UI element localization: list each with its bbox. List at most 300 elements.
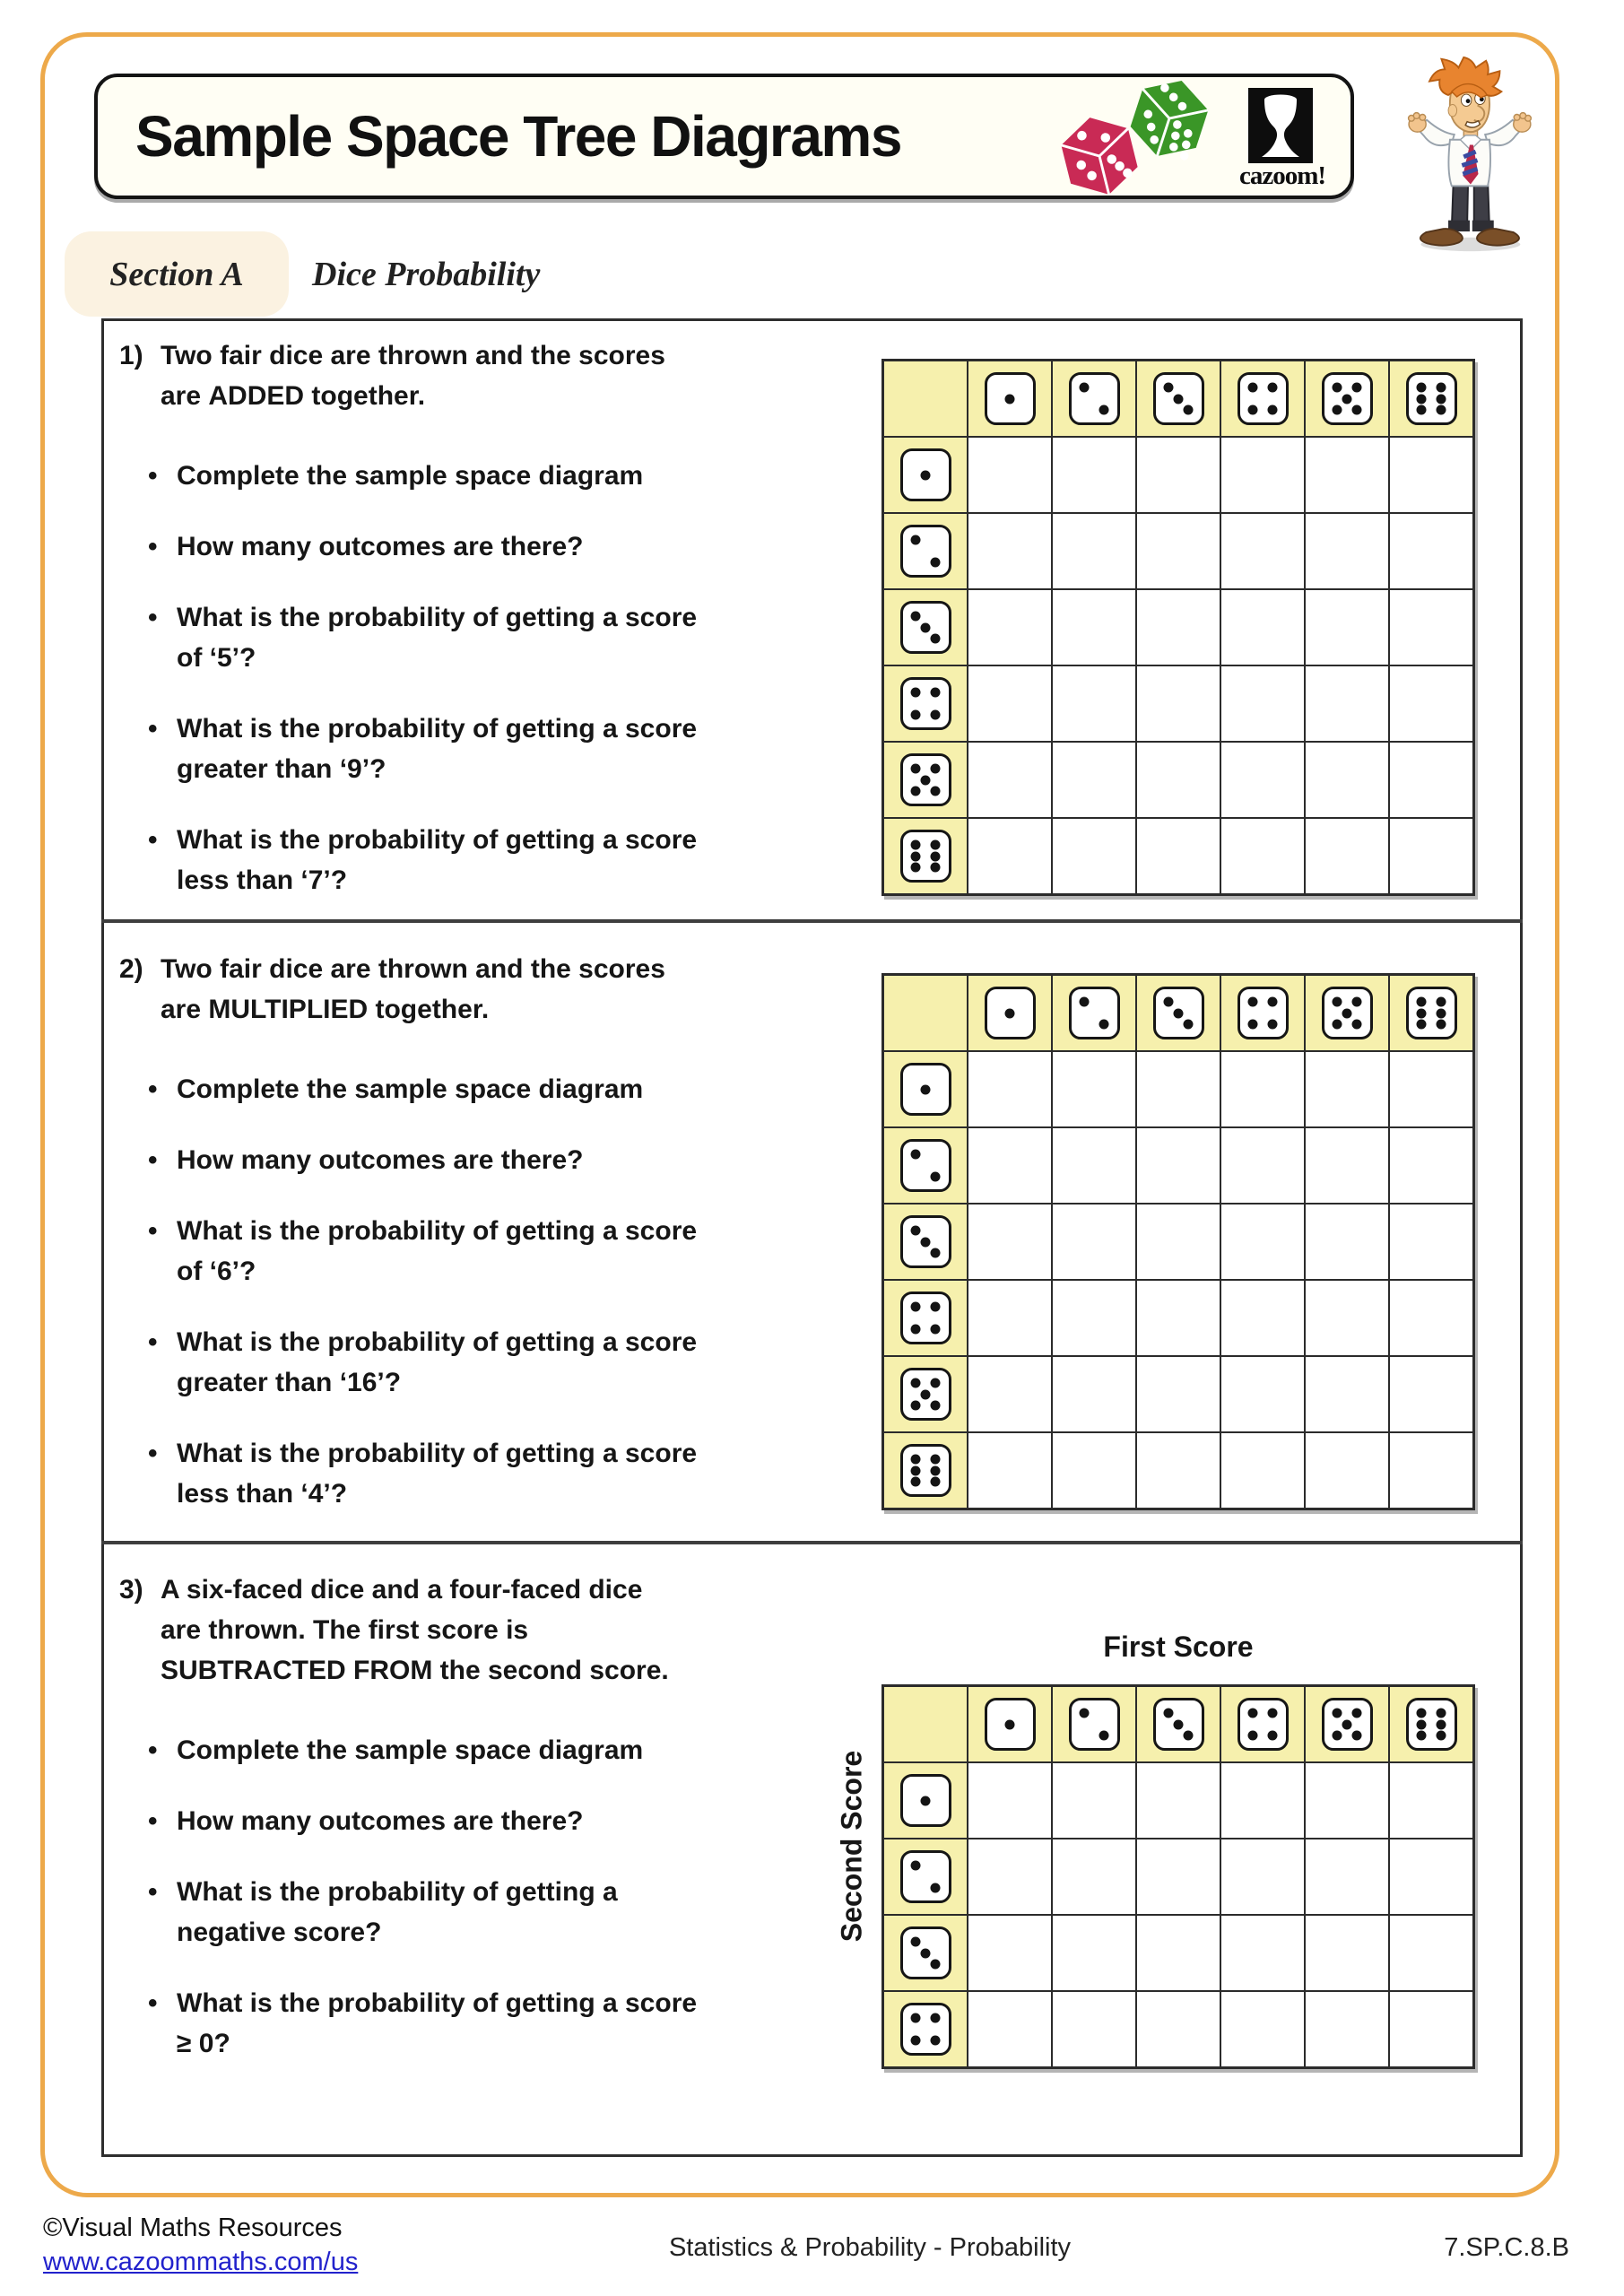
outcome-cell xyxy=(968,1839,1052,1915)
die-pip xyxy=(1174,394,1184,404)
section-label-tab xyxy=(65,231,289,317)
first-score-label: First Score xyxy=(1103,1631,1254,1663)
die-pip xyxy=(921,1796,931,1805)
row-header-die-cell xyxy=(883,1204,968,1280)
column-header-die-cell xyxy=(1052,361,1136,437)
die-pip xyxy=(1163,1708,1173,1718)
row-header-die-cell xyxy=(883,818,968,894)
die-pip xyxy=(931,787,941,796)
die-face-1 xyxy=(985,987,1036,1039)
outcome-cell xyxy=(1220,1432,1305,1509)
outcome-cell xyxy=(1305,589,1389,665)
question-2 xyxy=(119,949,702,1514)
outcome-cell xyxy=(1136,818,1220,894)
column-header-die-cell xyxy=(968,361,1052,437)
outcome-cell xyxy=(1220,1915,1305,1991)
die-pip xyxy=(910,687,920,697)
die-face-1 xyxy=(985,1698,1036,1751)
outcome-cell xyxy=(1220,1762,1305,1839)
outcome-cell xyxy=(1220,1839,1305,1915)
corner-cell xyxy=(883,975,968,1051)
die-pip xyxy=(1099,405,1109,415)
die-face-2 xyxy=(900,1850,951,1903)
die-pip xyxy=(1268,382,1278,392)
die-pip xyxy=(1352,996,1362,1006)
outcome-cell xyxy=(1220,1991,1305,2067)
die-face-3 xyxy=(1153,372,1204,425)
die-pip xyxy=(910,1149,920,1159)
outcome-cell xyxy=(1305,1356,1389,1432)
outcome-cell xyxy=(1389,818,1473,894)
outcome-cell xyxy=(1136,1204,1220,1280)
die-pip xyxy=(931,1454,941,1464)
column-header-die-cell xyxy=(1052,975,1136,1051)
column-header-die-cell xyxy=(1305,975,1389,1051)
outcome-cell xyxy=(1389,1915,1473,1991)
die-pip xyxy=(1342,1719,1352,1729)
outcome-cell xyxy=(1052,513,1136,589)
die-face-4 xyxy=(900,1292,951,1344)
die-pip xyxy=(910,710,920,720)
outcome-cell xyxy=(1220,1204,1305,1280)
outcome-cell xyxy=(1136,437,1220,513)
bullet-item: • How many outcomes are there? xyxy=(119,526,702,567)
die-face-4 xyxy=(1238,372,1289,425)
outcome-cell xyxy=(1220,589,1305,665)
outcome-cell xyxy=(1052,1991,1136,2067)
cazoom-goblet-icon xyxy=(1248,88,1313,163)
outcome-cell xyxy=(1136,1991,1220,2067)
die-face-2 xyxy=(900,1139,951,1192)
outcome-cell xyxy=(1136,1915,1220,1991)
die-pip xyxy=(1332,405,1342,415)
outcome-cell xyxy=(968,1127,1052,1204)
outcome-cell xyxy=(968,1280,1052,1356)
die-pip xyxy=(1416,1731,1426,1741)
die-pip xyxy=(1005,1719,1015,1729)
die-face-3 xyxy=(1153,1698,1204,1751)
die-pip xyxy=(910,851,920,861)
outcome-cell xyxy=(968,665,1052,742)
outcome-cell xyxy=(1136,589,1220,665)
die-pip xyxy=(1247,382,1257,392)
outcome-cell xyxy=(968,1356,1052,1432)
die-pip xyxy=(1437,1731,1446,1741)
column-header-die-cell xyxy=(1220,1686,1305,1762)
die-pip xyxy=(931,1465,941,1475)
die-pip xyxy=(1416,996,1426,1006)
die-pip xyxy=(910,863,920,873)
row-header-die-cell xyxy=(883,742,968,818)
outcome-cell xyxy=(1389,1991,1473,2067)
cazoom-logo-text: cazoom! xyxy=(1238,161,1326,190)
die-pip xyxy=(1099,1020,1109,1030)
outcome-cell xyxy=(1052,818,1136,894)
die-pip xyxy=(910,1325,920,1335)
die-pip xyxy=(1268,1020,1278,1030)
column-header-die-cell xyxy=(1389,975,1473,1051)
outcome-cell xyxy=(968,818,1052,894)
die-pip xyxy=(910,1477,920,1487)
die-pip xyxy=(921,775,931,785)
outcome-cell xyxy=(1136,742,1220,818)
row-header-die-cell xyxy=(883,589,968,665)
die-pip xyxy=(1332,1020,1342,1030)
outcome-cell xyxy=(1389,1127,1473,1204)
die-face-5 xyxy=(1322,372,1373,425)
die-face-5 xyxy=(1322,1698,1373,1751)
die-pip xyxy=(931,710,941,720)
die-pip xyxy=(1332,996,1342,1006)
die-pip xyxy=(931,1301,941,1311)
outcome-cell xyxy=(1136,1762,1220,1839)
die-face-3 xyxy=(900,1926,951,1979)
outcome-cell xyxy=(1305,1762,1389,1839)
column-header-die-cell xyxy=(1136,1686,1220,1762)
outcome-cell xyxy=(1305,1915,1389,1991)
outcome-cell xyxy=(1052,589,1136,665)
outcome-cell xyxy=(968,1204,1052,1280)
die-pip xyxy=(1247,996,1257,1006)
outcome-cell xyxy=(1389,1204,1473,1280)
die-face-5 xyxy=(1322,987,1373,1039)
outcome-cell xyxy=(1220,742,1305,818)
outcome-cell xyxy=(1305,1204,1389,1280)
outcome-cell xyxy=(1220,513,1305,589)
die-pip xyxy=(1247,1731,1257,1741)
outcome-cell xyxy=(1220,665,1305,742)
die-pip xyxy=(1352,1708,1362,1718)
outcome-cell xyxy=(1305,1280,1389,1356)
question-3 xyxy=(119,1570,702,2064)
die-pip xyxy=(910,1860,920,1870)
die-face-1 xyxy=(900,1774,951,1827)
die-pip xyxy=(910,1225,920,1235)
die-pip xyxy=(1268,405,1278,415)
outcome-cell xyxy=(1305,1051,1389,1127)
column-header-die-cell xyxy=(1052,1686,1136,1762)
question-number: 3) xyxy=(119,1575,143,1605)
die-pip xyxy=(1247,1020,1257,1030)
outcome-cell xyxy=(1220,1280,1305,1356)
die-pip xyxy=(921,470,931,480)
outcome-cell xyxy=(968,1991,1052,2067)
question-number: 1) xyxy=(119,341,143,370)
die-pip xyxy=(931,558,941,568)
outcome-cell xyxy=(968,589,1052,665)
bullet-item: • What is the probability of getting a score of ‘5’? xyxy=(119,597,702,678)
column-header-die-cell xyxy=(1136,975,1220,1051)
die-pip xyxy=(910,1401,920,1411)
column-header-die-cell xyxy=(1389,361,1473,437)
outcome-cell xyxy=(1389,1280,1473,1356)
die-face-4 xyxy=(900,2003,951,2056)
die-face-6 xyxy=(900,830,951,883)
question-divider xyxy=(101,919,1523,923)
second-score-label: Second Score xyxy=(835,1750,868,1943)
die-pip xyxy=(921,1084,931,1094)
die-pip xyxy=(1352,1731,1362,1741)
die-pip xyxy=(1437,382,1446,392)
die-pip xyxy=(910,787,920,796)
die-pip xyxy=(921,1948,931,1958)
corner-cell xyxy=(883,1686,968,1762)
die-pip xyxy=(1079,1708,1089,1718)
outcome-cell xyxy=(1136,1356,1220,1432)
die-pip xyxy=(910,1378,920,1387)
die-pip xyxy=(1416,1719,1426,1729)
row-header-die-cell xyxy=(883,1127,968,1204)
die-pip xyxy=(910,763,920,773)
die-face-5 xyxy=(900,1368,951,1421)
bullet-item: • Complete the sample space diagram xyxy=(119,1730,702,1770)
bullet-item: • How many outcomes are there? xyxy=(119,1801,702,1841)
column-header-die-cell xyxy=(1220,361,1305,437)
row-header-die-cell xyxy=(883,1991,968,2067)
row-header-die-cell xyxy=(883,1051,968,1127)
outcome-cell xyxy=(1136,1839,1220,1915)
outcome-cell xyxy=(1305,1432,1389,1509)
die-pip xyxy=(1099,1731,1109,1741)
outcome-cell xyxy=(1136,665,1220,742)
die-face-1 xyxy=(900,448,951,501)
outcome-cell xyxy=(1305,665,1389,742)
column-header-die-cell xyxy=(1305,1686,1389,1762)
outcome-cell xyxy=(1389,513,1473,589)
die-pip xyxy=(910,611,920,621)
bullet-item: • What is the probability of getting a score greater than ‘16’? xyxy=(119,1322,702,1403)
die-pip xyxy=(1416,394,1426,404)
outcome-cell xyxy=(1136,1127,1220,1204)
die-pip xyxy=(1416,382,1426,392)
footer-topic: Statistics & Probability - Probability xyxy=(668,2233,1072,2262)
die-pip xyxy=(1332,1731,1342,1741)
die-pip xyxy=(1247,1708,1257,1718)
die-pip xyxy=(1342,1008,1352,1018)
bullet-item: • Complete the sample space diagram xyxy=(119,456,702,496)
die-pip xyxy=(1437,1020,1446,1030)
die-face-5 xyxy=(900,753,951,806)
row-header-die-cell xyxy=(883,1839,968,1915)
die-pip xyxy=(931,1960,941,1970)
die-pip xyxy=(1416,405,1426,415)
column-header-die-cell xyxy=(968,1686,1052,1762)
copyright-text: ©Visual Maths Resources xyxy=(43,2213,343,2242)
die-pip xyxy=(1342,394,1352,404)
die-pip xyxy=(1437,996,1446,1006)
sample-space-grid-2 xyxy=(881,973,1475,1510)
question-number: 2) xyxy=(119,954,143,984)
row-header-die-cell xyxy=(883,1762,968,1839)
question-intro: A six-faced dice and a four-faced dice are thrown. The first score is SUBTRACTED FROM the second score. xyxy=(161,1575,669,1685)
die-pip xyxy=(910,535,920,544)
section-title: Dice Probability xyxy=(312,255,541,293)
die-pip xyxy=(910,1936,920,1946)
row-header-die-cell xyxy=(883,513,968,589)
die-pip xyxy=(1174,1008,1184,1018)
sample-space-grid-3 xyxy=(881,1684,1475,2069)
question-1 xyxy=(119,335,702,900)
outcome-cell xyxy=(1220,1127,1305,1204)
column-header-die-cell xyxy=(968,975,1052,1051)
outcome-cell xyxy=(1389,1839,1473,1915)
die-pip xyxy=(1332,1708,1342,1718)
die-face-3 xyxy=(900,601,951,654)
die-pip xyxy=(1352,405,1362,415)
outcome-cell xyxy=(1136,1280,1220,1356)
die-pip xyxy=(931,839,941,849)
die-face-2 xyxy=(1069,372,1120,425)
die-face-4 xyxy=(1238,1698,1289,1751)
question-divider xyxy=(101,1541,1523,1544)
outcome-cell xyxy=(1220,437,1305,513)
sample-space-grid-1 xyxy=(881,359,1475,896)
die-pip xyxy=(910,2036,920,2046)
die-pip xyxy=(931,1378,941,1387)
die-pip xyxy=(1437,1008,1446,1018)
die-pip xyxy=(1416,1008,1426,1018)
die-pip xyxy=(1005,394,1015,404)
outcome-cell xyxy=(1305,818,1389,894)
die-face-2 xyxy=(900,525,951,578)
outcome-cell xyxy=(1052,1915,1136,1991)
die-pip xyxy=(931,763,941,773)
outcome-cell xyxy=(1052,1356,1136,1432)
die-pip xyxy=(910,839,920,849)
outcome-cell xyxy=(1136,513,1220,589)
outcome-cell xyxy=(1052,1280,1136,1356)
bullet-item: • What is the probability of getting a score of ‘6’? xyxy=(119,1211,702,1292)
die-face-6 xyxy=(900,1444,951,1497)
mascot-character xyxy=(1399,56,1539,253)
die-pip xyxy=(1184,1731,1194,1741)
die-pip xyxy=(1437,1708,1446,1718)
page-title: Sample Space Tree Diagrams xyxy=(135,104,901,169)
die-pip xyxy=(1079,996,1089,1006)
corner-cell xyxy=(883,361,968,437)
die-pip xyxy=(1268,996,1278,1006)
outcome-cell xyxy=(968,1051,1052,1127)
die-pip xyxy=(1079,382,1089,392)
column-header-die-cell xyxy=(1389,1686,1473,1762)
outcome-cell xyxy=(1389,742,1473,818)
die-pip xyxy=(931,1401,941,1411)
outcome-cell xyxy=(1052,1051,1136,1127)
die-pip xyxy=(921,1237,931,1247)
die-pip xyxy=(921,1389,931,1399)
die-pip xyxy=(910,2013,920,2022)
die-pip xyxy=(931,2036,941,2046)
die-pip xyxy=(1005,1008,1015,1018)
outcome-cell xyxy=(1389,665,1473,742)
die-pip xyxy=(1184,405,1194,415)
row-header-die-cell xyxy=(883,665,968,742)
die-face-1 xyxy=(900,1063,951,1116)
column-header-die-cell xyxy=(1136,361,1220,437)
outcome-cell xyxy=(1389,1432,1473,1509)
die-face-2 xyxy=(1069,1698,1120,1751)
outcome-cell xyxy=(1389,437,1473,513)
die-pip xyxy=(910,1301,920,1311)
die-pip xyxy=(1437,394,1446,404)
outcome-cell xyxy=(1052,665,1136,742)
die-pip xyxy=(1268,1708,1278,1718)
die-pip xyxy=(1352,1020,1362,1030)
outcome-cell xyxy=(1052,1204,1136,1280)
die-pip xyxy=(1184,1020,1194,1030)
die-pip xyxy=(931,863,941,873)
die-face-6 xyxy=(1406,372,1457,425)
die-pip xyxy=(931,1883,941,1893)
die-face-3 xyxy=(1153,987,1204,1039)
green-die-icon xyxy=(1126,75,1212,161)
outcome-cell xyxy=(1305,742,1389,818)
die-pip xyxy=(1174,1719,1184,1729)
die-pip xyxy=(931,2013,941,2022)
die-pip xyxy=(931,634,941,644)
question-intro: Two fair dice are thrown and the scores are ADDED together. xyxy=(161,341,665,411)
outcome-cell xyxy=(1305,1127,1389,1204)
die-pip xyxy=(1268,1731,1278,1741)
outcome-cell xyxy=(1136,1051,1220,1127)
outcome-cell xyxy=(1389,1051,1473,1127)
die-pip xyxy=(931,851,941,861)
bullet-item: • What is the probability of getting a score less than ‘7’? xyxy=(119,820,702,900)
bullet-item: • What is the probability of getting a score ≥ 0? xyxy=(119,1983,702,2064)
die-pip xyxy=(931,1248,941,1258)
die-pip xyxy=(1163,382,1173,392)
outcome-cell xyxy=(968,1762,1052,1839)
die-face-4 xyxy=(900,677,951,730)
outcome-cell xyxy=(968,1432,1052,1509)
outcome-cell xyxy=(1052,1762,1136,1839)
die-pip xyxy=(931,1477,941,1487)
die-pip xyxy=(1247,405,1257,415)
outcome-cell xyxy=(1305,437,1389,513)
row-header-die-cell xyxy=(883,1432,968,1509)
bullet-item: • What is the probability of getting a score greater than ‘9’? xyxy=(119,709,702,789)
die-pip xyxy=(921,622,931,632)
outcome-cell xyxy=(1136,1432,1220,1509)
die-face-4 xyxy=(1238,987,1289,1039)
die-face-6 xyxy=(1406,1698,1457,1751)
die-pip xyxy=(910,1465,920,1475)
row-header-die-cell xyxy=(883,1280,968,1356)
bullet-item: • What is the probability of getting a negative score? xyxy=(119,1872,702,1952)
die-pip xyxy=(910,1454,920,1464)
row-header-die-cell xyxy=(883,1356,968,1432)
die-pip xyxy=(1163,996,1173,1006)
outcome-cell xyxy=(1220,1051,1305,1127)
die-pip xyxy=(1437,1719,1446,1729)
website-link[interactable]: www.cazoommaths.com/us xyxy=(43,2248,359,2276)
die-face-6 xyxy=(1406,987,1457,1039)
outcome-cell xyxy=(1052,742,1136,818)
outcome-cell xyxy=(1052,1127,1136,1204)
outcome-cell xyxy=(1220,1356,1305,1432)
bullet-item: • What is the probability of getting a score less than ‘4’? xyxy=(119,1433,702,1514)
outcome-cell xyxy=(1052,1432,1136,1509)
die-pip xyxy=(931,687,941,697)
standard-code: 7.SP.C.8.B xyxy=(1444,2233,1569,2262)
die-face-3 xyxy=(900,1215,951,1268)
die-pip xyxy=(931,1172,941,1182)
outcome-cell xyxy=(1052,1839,1136,1915)
outcome-cell xyxy=(1052,437,1136,513)
outcome-cell xyxy=(1389,1762,1473,1839)
outcome-cell xyxy=(1389,1356,1473,1432)
column-header-die-cell xyxy=(1220,975,1305,1051)
